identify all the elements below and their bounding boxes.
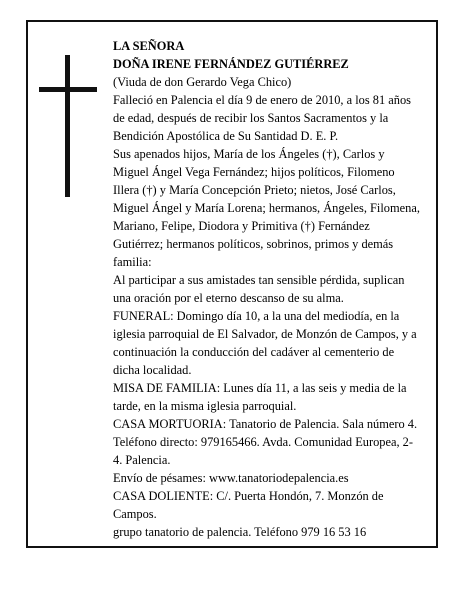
request-paragraph: Al participar a sus amistades tan sensible pérdida, suplican una oración por el eterno descanso de su alma.	[113, 273, 405, 305]
mass-paragraph: MISA DE FAMILIA: Lunes día 11, a las seis y media de la tarde, en la misma iglesia parroquial.	[113, 381, 407, 413]
widow-of-line: (Viuda de don Gerardo Vega Chico)	[113, 75, 292, 89]
deceased-name: DOÑA IRENE FERNÁNDEZ GUTIÉRREZ	[113, 57, 349, 71]
mourning-house-paragraph: CASA DOLIENTE: C/. Puerta Hondón, 7. Monzón de Campos.	[113, 489, 384, 521]
footer-line: grupo tanatorio de palencia. Teléfono 979 16 53 16	[113, 525, 367, 539]
funeral-paragraph: FUNERAL: Domingo día 10, a la una del mediodía, en la iglesia parroquial de El Salvador, de Monzón de Campos, y a continuación la conducción del cadáver al cementerio de dicha localidad.	[113, 309, 417, 377]
death-paragraph: Falleció en Palencia el día 9 de enero de 2010, a los 81 años de edad, después de recibir los Santos Sacramentos y la Bendición Apostólica de Su Santidad D. E. P.	[113, 93, 411, 143]
cross-icon-crossbar	[39, 87, 97, 92]
cross-icon	[65, 55, 70, 197]
condolences-line: Envío de pésames: www.tanatoriodepalencia.es	[113, 471, 349, 485]
family-paragraph: Sus apenados hijos, María de los Ángeles (†), Carlos y Miguel Ángel Vega Fernández; hijos políticos, Filomeno Illera (†) y María Concepción Prieto; nietos, José Carlos, Miguel Ángel y María Lorena; hermanos, Ángeles, Filomena, Mariano, Felipe, Diodora y Primitiva (†) Fernández Gutiérrez; hermanos políticos, sobrinos, primos y demás familia:	[113, 147, 420, 269]
obituary-text-block	[113, 37, 421, 541]
mortuary-paragraph: CASA MORTUORIA: Tanatorio de Palencia. Sala número 4. Teléfono directo: 979165466. Avda. Comunidad Europea, 2-4. Palencia.	[113, 417, 418, 467]
notice-title: LA SEÑORA	[113, 39, 185, 53]
